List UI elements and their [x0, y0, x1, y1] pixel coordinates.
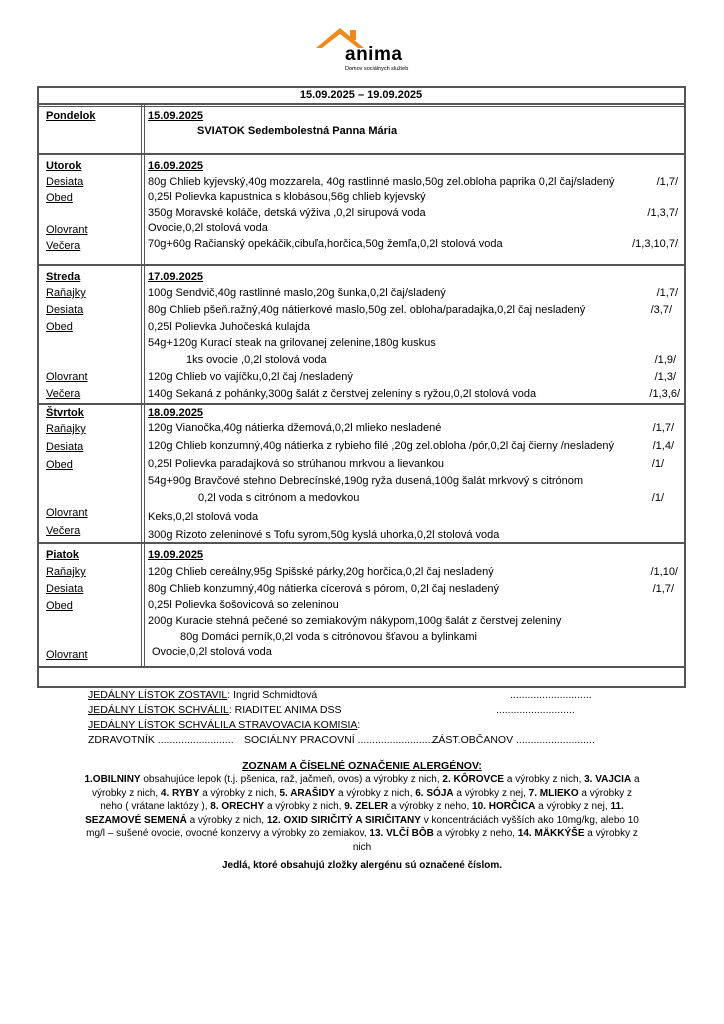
meal-label: Desiata — [46, 304, 84, 316]
day-thursday: Štvrtok — [46, 407, 84, 419]
menu-line: 120g Chlieb cereálny,95g Spišské párky,20g horčica,0,2l čaj nesladený — [148, 566, 494, 578]
menu-line: 300g Rizoto zeleninové s Tofu syrom,50g kyslá uhorka,0,2l stolová voda — [148, 529, 500, 541]
allergen-code: /1,10/ — [650, 566, 678, 578]
meal-label: Obed — [46, 192, 73, 204]
meal-label: Desiata — [46, 441, 84, 453]
approved-by: JEDÁLNY LÍSTOK SCHVÁLIL: RIADITEĽ ANIMA DSS — [88, 704, 342, 716]
meal-label: Raňajky — [46, 566, 86, 578]
meal-label: Desiata — [46, 176, 84, 188]
date-wednesday: 17.09.2025 — [148, 271, 204, 283]
meal-label: Obed — [46, 600, 73, 612]
allergen-code: /1,3/ — [654, 371, 676, 383]
allergen-code: /1,3,6/ — [649, 388, 680, 400]
menu-line: 100g Sendvič,40g rastlinné maslo,20g šunka,0,2l čaj/sladený — [148, 287, 446, 299]
allergen-code: /1,3,7/ — [647, 207, 678, 219]
divider — [37, 403, 686, 405]
allergen-title: ZOZNAM A ČÍSELNÉ OZNAČENIE ALERGÉNOV: — [242, 760, 482, 772]
divider — [37, 103, 686, 105]
day-monday: Pondelok — [46, 110, 96, 122]
signature-dots: ........................... — [496, 704, 575, 716]
allergen-code: /1/ — [651, 492, 664, 504]
allergen-code: /1,4/ — [652, 440, 674, 452]
menu-line: 1ks ovocie ,0,2l stolová voda — [186, 354, 327, 366]
meal-label: Večera — [46, 388, 81, 400]
holiday-text: SVIATOK Sedembolestná Panna Mária — [197, 125, 398, 137]
date-monday: 15.09.2025 — [148, 110, 204, 122]
meal-label: Večera — [46, 525, 81, 537]
divider — [37, 106, 686, 107]
menu-line: 120g Chlieb konzumný,40g nátierka z rybieho filé ,20g zel.obloha /pór,0,2l čaj čierny /nesladený — [148, 440, 614, 452]
meal-label: Raňajky — [46, 423, 86, 435]
meal-label: Olovrant — [46, 371, 88, 383]
signature-nurse: ZDRAVOTNÍK .......................... — [88, 734, 234, 746]
menu-line: Keks,0,2l stolová voda — [148, 511, 259, 523]
allergen-code: /1,7/ — [656, 176, 678, 188]
allergen-code: /1,9/ — [654, 354, 676, 366]
allergen-code: /1,7/ — [656, 287, 678, 299]
date-friday: 19.09.2025 — [148, 549, 204, 561]
menu-line: 200g Kuracie stehná pečené so zemiakovým nákypom,100g šalát z čerstvej zeleniny — [148, 615, 562, 627]
menu-line: 140g Sekaná z pohánky,300g šalát z čerstvej zeleniny s ryžou,0,2l stolová voda — [148, 388, 537, 400]
menu-line: 120g Vianočka,40g nátierka džemová,0,2l mlieko nesladené — [148, 422, 442, 434]
signature-dots: ............................ — [510, 689, 592, 701]
divider — [37, 153, 686, 155]
menu-line: 80g Chlieb konzumný,40g nátierka cícerová s pórom, 0,2l čaj nesladený — [148, 583, 499, 595]
menu-line: 350g Moravské koláče, detská výživa ,0,2l sirupová voda — [148, 207, 426, 219]
menu-line: Ovocie,0,2l stolová voda — [152, 646, 272, 658]
brand-subtitle: Domov sociálnych služieb — [345, 66, 409, 72]
meal-label: Raňajky — [46, 287, 86, 299]
allergen-code: /1,7/ — [652, 422, 674, 434]
meal-label: Obed — [46, 321, 73, 333]
menu-line: 80g Domáci perník,0,2l voda s citrónovou šťavou a bylinkami — [180, 631, 477, 643]
allergen-code: /1,3,10,7/ — [632, 238, 678, 250]
date-tuesday: 16.09.2025 — [148, 160, 204, 172]
menu-line: Ovocie,0,2l stolová voda — [148, 222, 268, 234]
signature-social: SOCIÁLNY PRACOVNÍ ............................ — [244, 734, 440, 746]
menu-line: 70g+60g Račianský opekáčik,cibuľa,horčica,50g žemľa,0,2l stolová voda — [148, 238, 503, 250]
column-divider — [141, 105, 142, 668]
day-wednesday: Streda — [46, 271, 81, 283]
date-thursday: 18.09.2025 — [148, 407, 204, 419]
meal-label: Večera — [46, 240, 81, 252]
allergen-code: /1/ — [651, 458, 664, 470]
menu-line: 0,25l Polievka paradajková so strúhanou mrkvou a lievankou — [148, 458, 444, 470]
divider — [37, 542, 686, 544]
menu-line: 0,25l Polievka šošovicová so zeleninou — [148, 599, 339, 611]
allergen-note: Jedlá, ktoré obsahujú zložky alergénu sú označené číslom. — [221, 860, 503, 871]
brand-name: anima — [345, 44, 403, 65]
meal-label: Desiata — [46, 583, 84, 595]
week-range: 15.09.2025 – 19.09.2025 — [299, 89, 423, 101]
menu-line: 80g Chlieb pšeň.ražný,40g nátierkové maslo,50g zel. obloha/paradajka,0,2l čaj nesladený — [148, 304, 586, 316]
allergen-list: 1.OBILNINY obsahujúce lepok (t.j. pšenica, raž, jačmeň, ovos) a výrobky z nich, 2. KÔROVCE a výrobky z nich, 3. VAJCIA a výrobky z nich, 4. RYBY a výrobky z nich, 5. ARAŠIDY a výrobky z nich, 6. SÓJA a výrobky z nej, 7. MLIEKO a výrobky z neho ( vrátane laktózy ), 8. ORECHY a výrobky z nich, 9. ZELER a výrobky z neho, 10. HORČICA a výrobky z nej, 11. SEZAMOVÉ SEMENÁ a výrobky z nich, 12. OXID SIRIČITÝ A SIRIČITANY v koncentráciách vyšších ako 10mg/kg, alebo 10 mg/l – sušené ovocie, ovocné konzervy a výrobky zo zemiakov, 13. VLČÍ BÔB a výrobky z neho, 14. MÄKKÝŠE a výrobky z nich — [84, 774, 640, 853]
menu-line: 54g+90g Bravčové stehno Debrecínské,190g ryža dusená,100g šalát mrkvový s citrónom — [148, 475, 584, 487]
day-tuesday: Utorok — [46, 160, 82, 172]
divider — [37, 264, 686, 266]
divider — [37, 666, 686, 668]
menu-line: 0,2l voda s citrónom a medovkou — [198, 492, 360, 504]
day-friday: Piatok — [46, 549, 80, 561]
menu-line: 120g Chlieb vo vajíčku,0,2l čaj /nesladený — [148, 371, 353, 383]
allergen-code: /1,7/ — [652, 583, 674, 595]
meal-label: Olovrant — [46, 507, 88, 519]
allergen-code: /3,7/ — [650, 304, 672, 316]
menu-line: 0,25l Polievka Juhočeská kulajda — [148, 321, 311, 333]
meal-label: Obed — [46, 459, 73, 471]
signature-citizen: ZÁST.OBČANOV ........................... — [432, 734, 595, 746]
menu-line: 80g Chlieb kyjevský,40g mozzarela, 40g rastlinné maslo,50g zel.obloha paprika 0,2l čaj/sladený — [148, 176, 615, 188]
compiled-by: JEDÁLNY LÍSTOK ZOSTAVIL: Ingrid Schmidtová — [88, 689, 318, 701]
meal-label: Olovrant — [46, 224, 88, 236]
menu-line: 54g+120g Kurací steak na grilovanej zelenine,180g kuskus — [148, 337, 436, 349]
meal-label: Olovrant — [46, 649, 88, 661]
column-divider — [144, 105, 145, 668]
menu-line: 0,25l Polievka kapustnica s klobásou,56g chlieb kyjevský — [148, 191, 426, 203]
commission: JEDÁLNY LÍSTOK SCHVÁLILA STRAVOVACIA KOMISIA: — [88, 719, 361, 731]
